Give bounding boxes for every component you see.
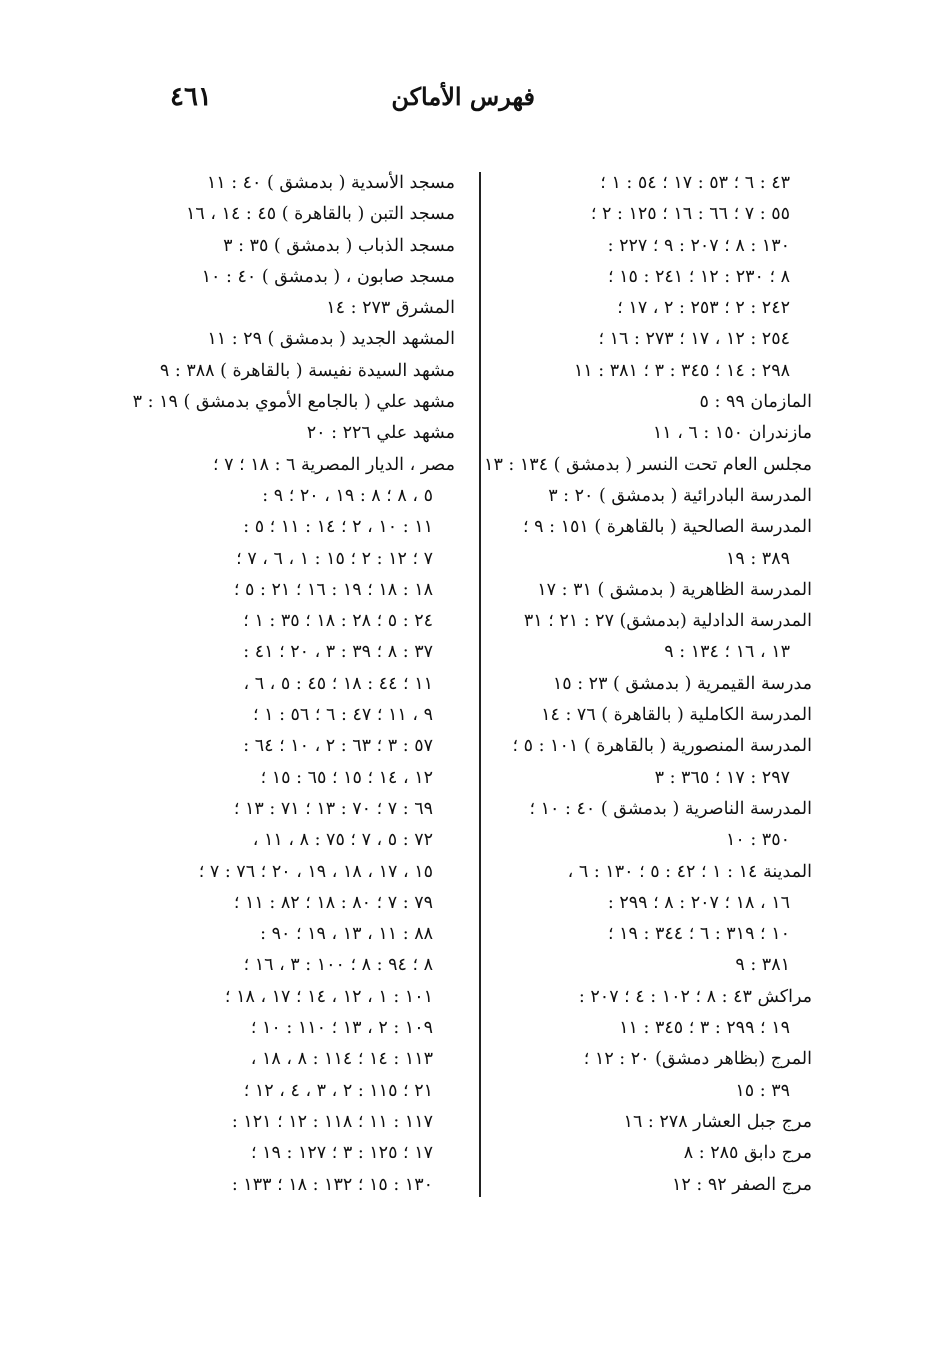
index-entry-continuation: ٣٩ : ١٥ — [735, 1080, 790, 1101]
index-entry: المشهد الجديد ( بدمشق ) ٢٩ : ١١ — [207, 329, 455, 350]
index-entry-continuation: ٥٧ : ٣ ؛ ٦٣ : ٢ ، ١٠ ؛ ٦٤ : — [243, 736, 433, 757]
index-entry-continuation: ٢٤٢ : ٢ ؛ ٢٥٣ : ٢ ، ١٧ ؛ — [617, 298, 790, 319]
index-entry: مرج الصفر ٩٢ : ١٢ — [672, 1174, 812, 1195]
index-entry-continuation: ٧٩ : ٧ ؛ ٨٠ : ١٨ ؛ ٨٢ : ١١ ؛ — [233, 892, 433, 913]
index-entry-continuation: ٧٢ : ٥ ، ٧ ؛ ٧٥ : ٨ ، ١١ ، — [252, 830, 433, 851]
index-entry-continuation: ١٠ ؛ ٣١٩ : ٦ ؛ ٣٤٤ : ١٩ ؛ — [607, 924, 790, 945]
index-entry: مصر ، الديار المصرية ٦ : ١٨ ؛ ٧ ؛ — [212, 454, 455, 475]
index-entry-continuation: ٢٤ : ٥ ؛ ٢٨ : ١٨ ؛ ٣٥ : ١ ؛ — [243, 611, 433, 632]
index-entry: المشرق ٢٧٣ : ١٤ — [326, 298, 455, 319]
index-entry: مجلس العام تحت النسر ( بدمشق ) ١٣٤ : ١٣ — [484, 454, 812, 475]
index-entry: المدرسة المنصورية ( بالقاهرة ) ١٠١ : ٥ ؛ — [512, 736, 812, 757]
index-entry-continuation: ١٧ ؛ ١٢٥ : ٣ ؛ ١٢٧ : ١٩ ؛ — [250, 1143, 433, 1164]
index-entry-continuation: ٣٥٠ : ١٠ — [725, 830, 790, 851]
index-entry: مسجد الأسدية ( بدمشق ) ٤٠ : ١١ — [206, 173, 455, 193]
index-entry: المازمان ٩٩ : ٥ — [699, 392, 812, 413]
index-entry: المدينة ١٤ : ١ ؛ ٤٢ : ٥ ؛ ١٣٠ : ٦ ، — [567, 861, 812, 882]
page-number: ٤٦١ — [170, 82, 212, 112]
index-entry-continuation: ٣٨١ : ٩ — [735, 955, 790, 976]
index-entry-continuation: ١٥ ، ١٧ ، ١٨ ، ١٩ ، ٢٠ ؛ ٧٦ : ٧ ؛ — [198, 861, 433, 882]
index-entry-continuation: ١٨ : ١٨ ؛ ١٩ : ١٦ ؛ ٢١ : ٥ ؛ — [233, 579, 433, 600]
index-entry: مشهد علي ٢٢٦ : ٢٠ — [306, 423, 455, 444]
index-entry-continuation: ١٣٠ : ٨ ؛ ٢٠٧ : ٩ ؛ ٢٢٧ : — [607, 235, 790, 256]
index-entry-continuation: ٨ ؛ ٢٣٠ : ١٢ ؛ ٢٤١ : ١٥ ؛ — [607, 266, 790, 287]
index-entry: مرج جبل العشار ٢٧٨ : ١٦ — [623, 1111, 812, 1132]
index-entry-continuation: ٢١ ؛ ١١٥ : ٢ ، ٣ ، ٤ ، ١٢ ؛ — [243, 1080, 433, 1101]
index-entry-continuation: ١٩ ؛ ٢٩٩ : ٣ ؛ ٣٤٥ : ١١ — [619, 1018, 790, 1039]
index-entry-continuation: ٦٩ : ٧ ؛ ٧٠ : ١٣ ؛ ٧١ : ١٣ ؛ — [233, 798, 433, 819]
index-entry: المدرسة الدادلية (بدمشق) ٢٧ : ٢١ ؛ ٣١ — [523, 611, 812, 632]
index-entry-continuation: ٤٣ : ٦ ؛ ٥٣ : ١٧ ؛ ٥٤ : ١ ؛ — [600, 173, 790, 193]
index-entry-continuation: ٢٩٧ : ١٧ ؛ ٣٦٥ : ٣ — [654, 767, 790, 788]
index-entry: مازندران ١٥٠ : ٦ ، ١١ — [652, 423, 812, 444]
page-header — [0, 78, 943, 128]
index-entry-continuation: ١١٧ : ١١ ؛ ١١٨ : ١٢ ؛ ١٢١ : — [231, 1111, 433, 1132]
index-entry: المدرسة الظاهرية ( بدمشق ) ٣١ : ١٧ — [537, 579, 812, 600]
index-entry-continuation: ٣٨٩ : ١٩ — [725, 548, 790, 569]
index-entry-continuation: ٣٧ : ٨ ؛ ٣٩ : ٣ ، ٢٠ ؛ ٤١ : — [243, 642, 433, 663]
index-entry-continuation: ١٣ ، ١٦ ؛ ١٣٤ : ٩ — [664, 642, 790, 663]
index-entry: مرج دابق ٢٨٥ : ٨ — [683, 1143, 812, 1164]
index-entry-continuation: ١٠١ : ١ ، ١٢ ، ١٤ ؛ ١٧ ، ١٨ ؛ — [224, 986, 433, 1007]
index-entry: مشهد السيدة نفيسة ( بالقاهرة ) ٣٨٨ : ٩ — [159, 360, 455, 381]
index-entry-continuation: ١١٣ : ١٤ ؛ ١١٤ : ٨ ، ١٨ ، — [250, 1049, 433, 1070]
index-column-left — [132, 168, 455, 1201]
index-entry-continuation: ١٣٠ : ١٥ ؛ ١٣٢ : ١٨ ؛ ١٣٣ : — [231, 1174, 433, 1195]
index-entry: المدرسة الكاملية ( بالقاهرة ) ٧٦ : ١٤ — [541, 705, 812, 726]
index-column-right — [484, 168, 812, 1201]
index-entry-continuation: ١٠٩ : ٢ ، ١٣ ؛ ١١٠ : ١٠ ؛ — [250, 1018, 433, 1039]
index-entry: المدرسة الناصرية ( بدمشق ) ٤٠ : ١٠ ؛ — [529, 798, 812, 819]
index-entry: المدرسة البادرائية ( بدمشق ) ٢٠ : ٣ — [548, 485, 812, 506]
index-entry-continuation: ٨٨ : ١١ ، ١٣ ، ١٩ ؛ ٩٠ : — [260, 924, 433, 945]
index-entry-continuation: ١١ ؛ ٤٤ : ١٨ ؛ ٤٥ : ٥ ، ٦ ، — [243, 673, 433, 694]
index-entry: المرج (بظاهر دمشق) ٢٠ : ١٢ ؛ — [583, 1049, 812, 1070]
index-entry: مدرسة القيمرية ( بدمشق ) ٢٣ : ١٥ — [552, 673, 812, 694]
index-entry-continuation: ٥ ، ٨ ؛ ٨ : ١٩ ، ٢٠ ؛ ٩ : — [262, 485, 433, 506]
index-entry-continuation: ١٦ ، ١٨ ؛ ٢٠٧ : ٨ ؛ ٢٩٩ : — [607, 892, 790, 913]
index-entry-continuation: ٨ ؛ ٩٤ : ٨ ؛ ١٠٠ : ٣ ، ١٦ ؛ — [243, 955, 433, 976]
index-entry: المدرسة الصالحية ( بالقاهرة ) ١٥١ : ٩ ؛ — [522, 517, 812, 538]
index-entry-continuation: ٢٩٨ : ١٤ ؛ ٣٤٥ : ٣ ؛ ٣٨١ : ١١ — [573, 360, 790, 381]
index-entry: مسجد الذباب ( بدمشق ) ٣٥ : ٣ — [223, 235, 455, 256]
index-entry: مسجد التبن ( بالقاهرة ) ٤٥ : ١٤ ، ١٦ — [185, 204, 455, 225]
index-entry-continuation: ٧ ؛ ١٢ : ٢ ؛ ١٥ : ١ ، ٦ ، ٧ ؛ — [236, 548, 433, 569]
column-divider — [479, 172, 481, 1197]
index-entry-continuation: ١٢ ، ١٤ ؛ ١٥ ؛ ٦٥ : ١٥ ؛ — [260, 767, 433, 788]
index-entry-continuation: ٩ ، ١١ ؛ ٤٧ : ٦ ؛ ٥٦ : ١ ؛ — [252, 705, 433, 726]
index-entry-continuation: ٥٥ : ٧ ؛ ٦٦ : ١٦ ؛ ١٢٥ : ٢ ؛ — [590, 204, 790, 225]
index-entry-continuation: ٢٥٤ : ١٢ ، ١٧ ؛ ٢٧٣ : ١٦ ؛ — [598, 329, 790, 350]
index-entry: مشهد علي ( بالجامع الأموي بدمشق ) ١٩ : ٣ — [132, 392, 455, 413]
index-entry: مسجد صابون ، ( بدمشق ) ٤٠ : ١٠ — [201, 266, 455, 287]
index-entry-continuation: ١١ : ١٠ ، ٢ ؛ ١٤ : ١١ ؛ ٥ : — [243, 517, 433, 538]
page-title: فهرس الأماكن — [391, 82, 535, 111]
index-entry: مراكش ٤٣ : ٨ ؛ ١٠٢ : ٤ ؛ ٢٠٧ : — [578, 986, 812, 1007]
